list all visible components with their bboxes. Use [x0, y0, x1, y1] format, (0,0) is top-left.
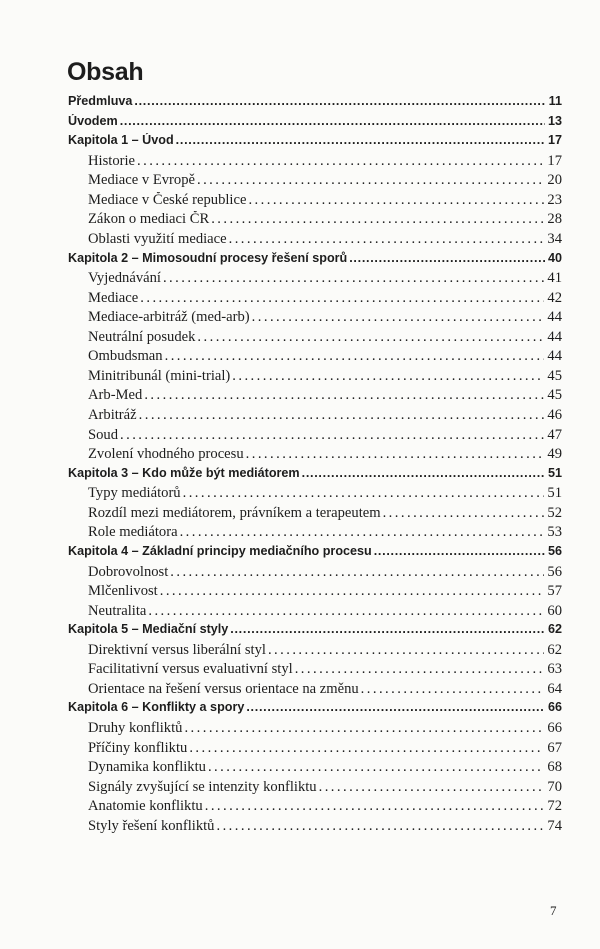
entry-page-number: 17 — [547, 152, 562, 169]
toc-chapter-entry — [68, 114, 562, 134]
toc-chapter-entry — [68, 133, 562, 153]
entry-page-number: 62 — [547, 622, 562, 637]
entry-label: Neutralita — [88, 602, 147, 619]
entry-label: Anatomie konfliktu — [88, 798, 203, 815]
toc-section-entry — [68, 211, 562, 231]
entry-page-number: 11 — [548, 94, 562, 108]
dot-leader — [120, 427, 544, 444]
toc-section-entry — [68, 681, 562, 701]
dot-leader — [144, 387, 544, 404]
entry-page-number: 45 — [547, 387, 562, 404]
toc-section-entry — [68, 740, 562, 760]
dot-leader — [176, 133, 545, 147]
entry-page-number: 13 — [547, 113, 562, 128]
dot-leader — [246, 700, 545, 714]
entry-label: Historie — [88, 152, 136, 169]
entry-page-number: 20 — [547, 172, 562, 189]
toc-section-entry — [68, 329, 562, 349]
toc-section-entry — [68, 720, 562, 740]
entry-label: Druhy konfliktů — [88, 720, 183, 736]
entry-page-number: 57 — [547, 583, 562, 600]
entry-page-number: 68 — [547, 759, 562, 776]
entry-label: Arbitráž — [88, 407, 137, 423]
toc-section-entry — [68, 348, 562, 368]
dot-leader — [246, 446, 545, 463]
entry-page-number: 52 — [547, 504, 562, 521]
entry-page-number: 45 — [547, 367, 562, 384]
entry-page-number: 23 — [547, 191, 562, 208]
entry-page-number: 34 — [547, 230, 562, 247]
dot-leader — [165, 348, 545, 365]
entry-label: Oblasti využití mediace — [88, 230, 227, 247]
entry-label: Mediace v České republice — [88, 191, 247, 208]
toc-section-entry — [68, 564, 562, 584]
toc-section-entry — [68, 583, 562, 603]
toc-section-entry — [68, 661, 562, 681]
dot-leader — [197, 329, 544, 346]
entry-page-number: 56 — [547, 563, 562, 580]
entry-label: Mediace-arbitráž (med-arb) — [88, 309, 250, 326]
toc-section-entry — [68, 231, 562, 251]
entry-label: Styly řešení konfliktů — [88, 817, 215, 834]
entry-page-number: 72 — [547, 798, 562, 815]
dot-leader — [252, 309, 545, 326]
entry-label: Kapitola 6 – Konflikty a spory — [68, 700, 245, 715]
page-title: Obsah — [67, 58, 144, 86]
entry-label: Příčiny konfliktu — [88, 739, 188, 756]
entry-label: Soud — [88, 426, 119, 443]
dot-leader — [302, 466, 545, 480]
entry-label: Úvodem — [68, 113, 118, 128]
dot-leader — [232, 368, 544, 385]
toc-section-entry — [68, 290, 562, 310]
entry-label: Mlčenlivost — [88, 583, 158, 600]
entry-page-number: 62 — [547, 641, 562, 658]
entry-label: Orientace na řešení versus orientace na změnu — [88, 680, 359, 697]
entry-label: Kapitola 1 – Úvod — [68, 133, 174, 148]
entry-page-number: 40 — [547, 250, 562, 265]
entry-page-number: 67 — [547, 739, 562, 756]
dot-leader — [140, 290, 544, 307]
toc-section-entry — [68, 642, 562, 662]
dot-leader — [189, 740, 544, 757]
dot-leader — [134, 94, 545, 108]
toc-chapter-entry — [68, 94, 562, 114]
toc-section-entry — [68, 270, 562, 290]
entry-page-number: 70 — [547, 778, 562, 795]
dot-leader — [160, 583, 545, 600]
entry-label: Direktivní versus liberální styl — [88, 641, 266, 658]
entry-label: Minitribunál (mini-trial) — [88, 367, 231, 384]
toc-section-entry — [68, 427, 562, 447]
table-of-contents — [68, 94, 562, 837]
dot-leader — [216, 818, 544, 835]
entry-page-number: 63 — [547, 661, 562, 678]
toc-chapter-entry — [68, 622, 562, 642]
toc-section-entry — [68, 798, 562, 818]
entry-page-number: 47 — [547, 426, 562, 443]
toc-chapter-entry — [68, 251, 562, 271]
toc-section-entry — [68, 779, 562, 799]
toc-section-entry — [68, 524, 562, 544]
toc-section-entry — [68, 446, 562, 466]
entry-label: Rozdíl mezi mediátorem, právníkem a terapeutem — [88, 504, 381, 521]
dot-leader — [120, 114, 545, 128]
dot-leader — [180, 524, 545, 541]
entry-label: Typy mediátorů — [88, 485, 181, 502]
entry-page-number: 74 — [547, 817, 562, 834]
entry-page-number: 56 — [547, 543, 562, 558]
entry-page-number: 42 — [547, 289, 562, 306]
entry-page-number: 28 — [547, 211, 562, 228]
entry-label: Zvolení vhodného procesu — [88, 446, 244, 463]
dot-leader — [319, 779, 545, 796]
dot-leader — [163, 270, 544, 287]
toc-section-entry — [68, 407, 562, 427]
entry-label: Vyjednávání — [88, 270, 161, 287]
toc-section-entry — [68, 505, 562, 525]
toc-chapter-entry — [68, 544, 562, 564]
dot-leader — [248, 192, 544, 209]
toc-section-entry — [68, 368, 562, 388]
entry-page-number: 44 — [547, 328, 562, 345]
dot-leader — [137, 153, 544, 170]
toc-chapter-entry — [68, 700, 562, 720]
entry-label: Neutrální posudek — [88, 328, 196, 345]
entry-page-number: 66 — [547, 720, 562, 736]
entry-page-number: 51 — [547, 465, 562, 480]
entry-page-number: 44 — [547, 309, 562, 326]
toc-section-entry — [68, 759, 562, 779]
toc-section-entry — [68, 485, 562, 505]
dot-leader — [268, 642, 544, 659]
toc-section-entry — [68, 153, 562, 173]
toc-section-entry — [68, 387, 562, 407]
entry-label: Facilitativní versus evaluativní styl — [88, 661, 293, 678]
dot-leader — [229, 231, 545, 248]
dot-leader — [361, 681, 545, 698]
entry-page-number: 41 — [547, 270, 562, 287]
dot-leader — [208, 759, 544, 776]
entry-label: Dynamika konfliktu — [88, 759, 206, 776]
entry-label: Předmluva — [68, 94, 133, 108]
entry-page-number: 53 — [547, 524, 562, 541]
toc-chapter-entry — [68, 466, 562, 486]
toc-section-entry — [68, 172, 562, 192]
toc-section-entry — [68, 309, 562, 329]
dot-leader — [295, 661, 545, 678]
dot-leader — [184, 720, 544, 737]
dot-leader — [183, 485, 545, 502]
dot-leader — [211, 211, 544, 228]
dot-leader — [230, 622, 545, 636]
dot-leader — [205, 798, 545, 815]
dot-leader — [148, 603, 544, 620]
dot-leader — [170, 564, 544, 581]
dot-leader — [349, 251, 545, 265]
entry-label: Mediace — [88, 289, 139, 306]
entry-label: Kapitola 3 – Kdo může být mediátorem — [68, 465, 300, 480]
toc-section-entry — [68, 603, 562, 623]
dot-leader — [374, 544, 545, 558]
entry-page-number: 60 — [547, 602, 562, 619]
dot-leader — [383, 505, 545, 522]
entry-page-number: 64 — [547, 680, 562, 697]
toc-section-entry — [68, 192, 562, 212]
entry-page-number: 49 — [547, 446, 562, 463]
entry-label: Role mediátora — [88, 524, 178, 541]
entry-label: Dobrovolnost — [88, 563, 169, 580]
entry-label: Ombudsman — [88, 348, 163, 365]
dot-leader — [139, 407, 545, 424]
page-number: 7 — [550, 903, 557, 918]
dot-leader — [197, 172, 544, 189]
entry-page-number: 51 — [547, 485, 562, 502]
entry-page-number: 44 — [547, 348, 562, 365]
toc-section-entry — [68, 818, 562, 838]
entry-label: Mediace v Evropě — [88, 172, 195, 189]
entry-page-number: 17 — [547, 133, 562, 148]
entry-page-number: 46 — [547, 407, 562, 423]
entry-label: Kapitola 2 – Mimosoudní procesy řešení sporů — [68, 250, 348, 265]
entry-label: Kapitola 4 – Základní principy mediačního procesu — [68, 543, 372, 558]
entry-label: Arb-Med — [88, 387, 143, 404]
entry-page-number: 66 — [547, 700, 562, 715]
entry-label: Signály zvyšující se intenzity konfliktu — [88, 778, 317, 795]
entry-label: Kapitola 5 – Mediační styly — [68, 622, 229, 637]
entry-label: Zákon o mediaci ČR — [88, 211, 210, 228]
